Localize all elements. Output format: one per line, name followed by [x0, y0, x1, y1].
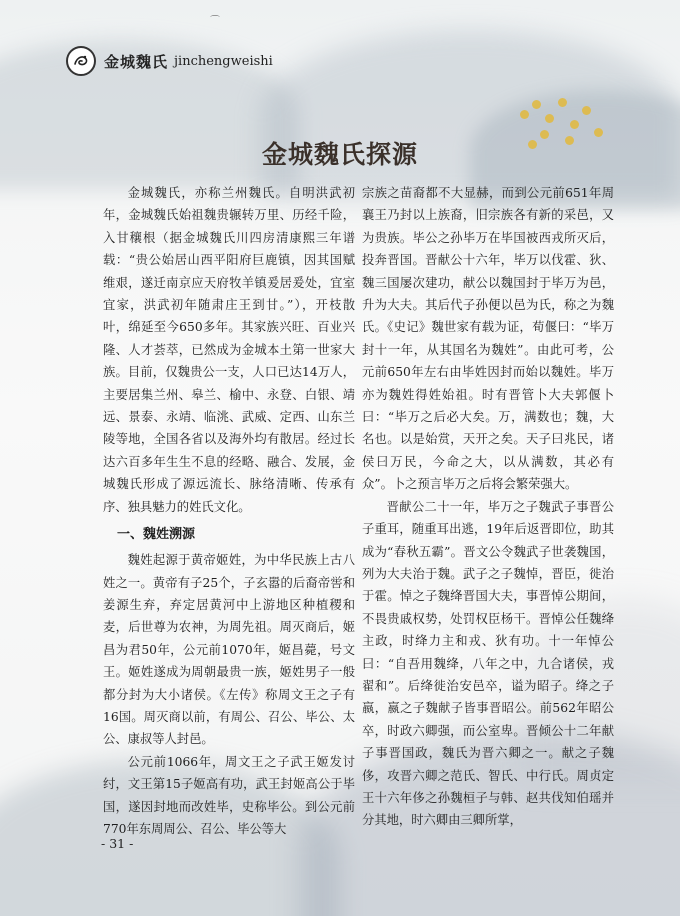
page-number: - 31 - [101, 836, 134, 851]
intro-paragraph: 金城魏氏，亦称兰州魏氏。自明洪武初年，金城魏氏始祖魏贵辗转万里、历经千险，入甘穰根（据金城魏氏川四房清康熙三年谱载：“贵公始居山西平阳府巨鹿镇，因其国赋维艰，遂迁南京应天府牧羊镇爰居爰处，宜室宜家，洪武初年随肃庄王到甘。”），开枝散叶，绵延至今650多年。其家族兴旺、百业兴隆、人才荟萃，已然成为金城本土第一世家大族。目前，仅魏贵公一支，人口已达14万人，主要居集兰州、皋兰、榆中、永登、白银、靖远、景泰、永靖、临洮、武威、定西、山东兰陵等地，全国各省以及海外均有散居。经过长达六百多年生生不息的经略、融合、发展，金城魏氏形成了源远流长、脉络清晰、传承有序、独具魅力的姓氏文化。 [103, 186, 355, 514]
header-title-en: jinchengweishi [174, 53, 273, 69]
left-column [103, 182, 355, 840]
dragon-seal-icon [66, 46, 96, 76]
body-paragraph: 晋献公二十一年，毕万之子魏武子事晋公子重耳，随重耳出逃，19年后返晋即位，助其成为“春秋五霸”。晋文公令魏武子世袭魏国，列为大夫治于魏。武子之子魏悼，晋臣，徙治于霍。悼之子魏绛晋国大夫，事晋悼公期间，不畏贵戚权势，处罚权臣杨干。晋悼公任魏绛主政，时绛力主和戎、狄有功。十一年悼公曰：“自吾用魏绛，八年之中，九合诸侯，戎翟和”。后绛徙治安邑卒，谥为昭子。绛之子嬴，嬴之子魏献子皆事晋昭公。前562年昭公卒，时政六卿强，而公室卑。晋倾公十二年献子事晋国政，魏氏为晋六卿之一。献之子魏侈，攻晋六卿之范氏、智氏、中行氏。周贞定王十六年侈之孙魏桓子与韩、赵共伐知伯瑶并分其地，时六卿由三卿所掌， [362, 499, 614, 828]
header-title-cn: 金城魏氏 [104, 52, 169, 71]
magazine-header [66, 44, 273, 78]
section-heading [103, 520, 355, 549]
body-paragraph: 公元前1066年，周文王之子武王姬发讨纣，文王第15子姬高有功，武王封姬高公于毕国，遂因封地而改姓毕，史称毕公。到公元前770年东周周公、召公、毕公等大 [103, 754, 355, 836]
article-title: 金城魏氏探源 [261, 139, 418, 169]
body-paragraph: 魏姓起源于黄帝姬姓，为中华民族上古八姓之一。黄帝有子25个，子玄嚣的后裔帝喾和姜源生弃，弃定居黄河中上游地区种植稷和麦，后世尊为农神，为周先祖。周灭商后，姬昌为君50年，公元前1070年，姬昌薨，号文王。姬姓遂成为周朝最贵一族，姬姓男子一般都分封为大小诸侯。《左传》称周文王之子有16国。周灭商以前，有周公、召公、毕公、太公、康叔等人封邑。 [103, 553, 355, 747]
right-column [362, 182, 614, 832]
section-heading-text: 一、魏姓溯源 [117, 527, 196, 543]
bird-icon: ⌒ [210, 16, 220, 27]
continued-paragraph: 宗族之苗裔都不大显赫，而到公元前651年周襄王乃封以上族裔，旧宗族各有新的采邑，又为贵族。毕公之孙毕万在毕国被西戎所灭后，投奔晋国。晋献公十六年，毕万以伐霍、狄、魏三国屡次建功，献公以魏国封于毕万为邑，升为大夫。其后代子孙便以邑为氏，称之为魏氏。《史记》魏世家有载为证，荀偃曰：“毕万封十一年，从其国名为魏姓”。由此可考，公元前650年左右由毕姓因封而始以魏姓。毕万亦为魏姓得姓始祖。时有晋管卜大夫郭偃卜曰：“毕万之后必大矣。万，满数也；魏，大名也。以是始赏，天开之矣。天子曰兆民，诸侯曰万民，今命之大，以从满数，其必有众”。卜之预言毕万之后将会繁荣强大。 [362, 186, 614, 492]
